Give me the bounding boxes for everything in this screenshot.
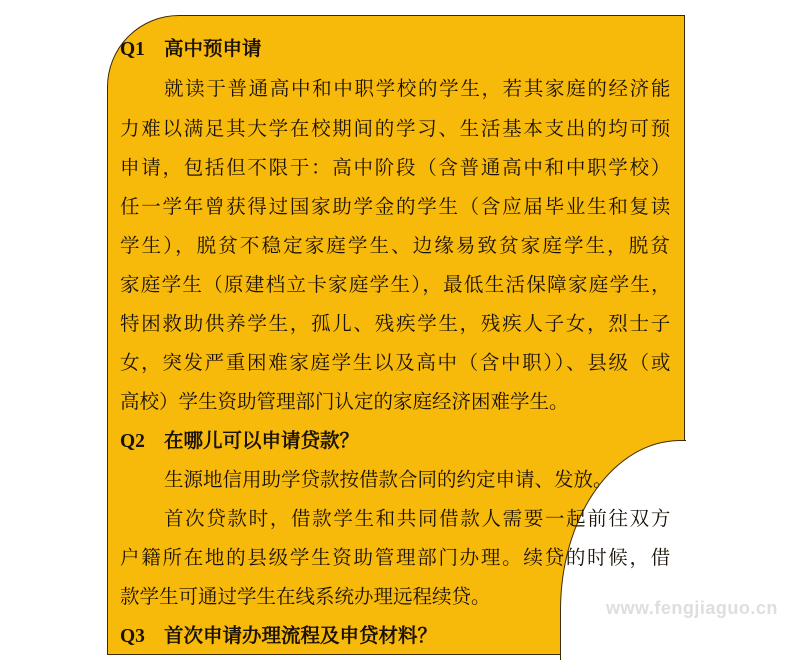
- site-watermark: www.fengjiaguo.cn: [606, 598, 778, 618]
- q1-line-6: 家庭学生（原建档立卡家庭学生），最低生活保障家庭学生，: [120, 273, 672, 296]
- q2-number: Q2: [120, 431, 145, 452]
- q1-line-9: 高校）学生资助管理部门认定的家庭经济困难学生。: [120, 390, 569, 413]
- q1-title: 高中预申请: [164, 37, 262, 60]
- q1-line-2: 力难以满足其大学在校期间的学习、生活基本支出的均可预: [120, 117, 672, 140]
- q2-line-1: 生源地信用助学贷款按借款合同的约定申请、发放。: [164, 468, 613, 491]
- q1-line-4: 任一学年曾获得过国家助学金的学生（含应届毕业生和复读: [120, 195, 672, 218]
- q2-line-3: 户籍所在地的县级学生资助管理部门办理。续贷的时候，借: [120, 546, 672, 569]
- q1-line-3: 申请，包括但不限于：高中阶段（含普通高中和中职学校）: [120, 156, 672, 179]
- q2-line-4: 款学生可通过学生在线系统办理远程续贷。: [120, 585, 491, 608]
- q1-heading: [120, 36, 262, 62]
- q2-line-2: 首次贷款时，借款学生和共同借款人需要一起前往双方: [164, 507, 672, 530]
- q1-line-8: 女，突发严重困难家庭学生以及高中（含中职））、县级（或: [120, 351, 672, 374]
- q3-heading: [120, 623, 437, 649]
- q1-line-7: 特困救助供养学生，孤儿、残疾学生，残疾人子女，烈士子: [120, 312, 672, 335]
- q3-number: Q3: [120, 626, 145, 647]
- q1-number: Q1: [120, 39, 145, 60]
- q3-title: 首次申请办理流程及申贷材料？: [164, 624, 438, 647]
- q1-line-5: 学生），脱贫不稳定家庭学生、边缘易致贫家庭学生，脱贫: [120, 234, 672, 257]
- q1-line-1: 就读于普通高中和中职学校的学生，若其家庭的经济能: [164, 77, 672, 100]
- q2-title: 在哪儿可以申请贷款？: [164, 429, 360, 452]
- q2-heading: [120, 428, 359, 454]
